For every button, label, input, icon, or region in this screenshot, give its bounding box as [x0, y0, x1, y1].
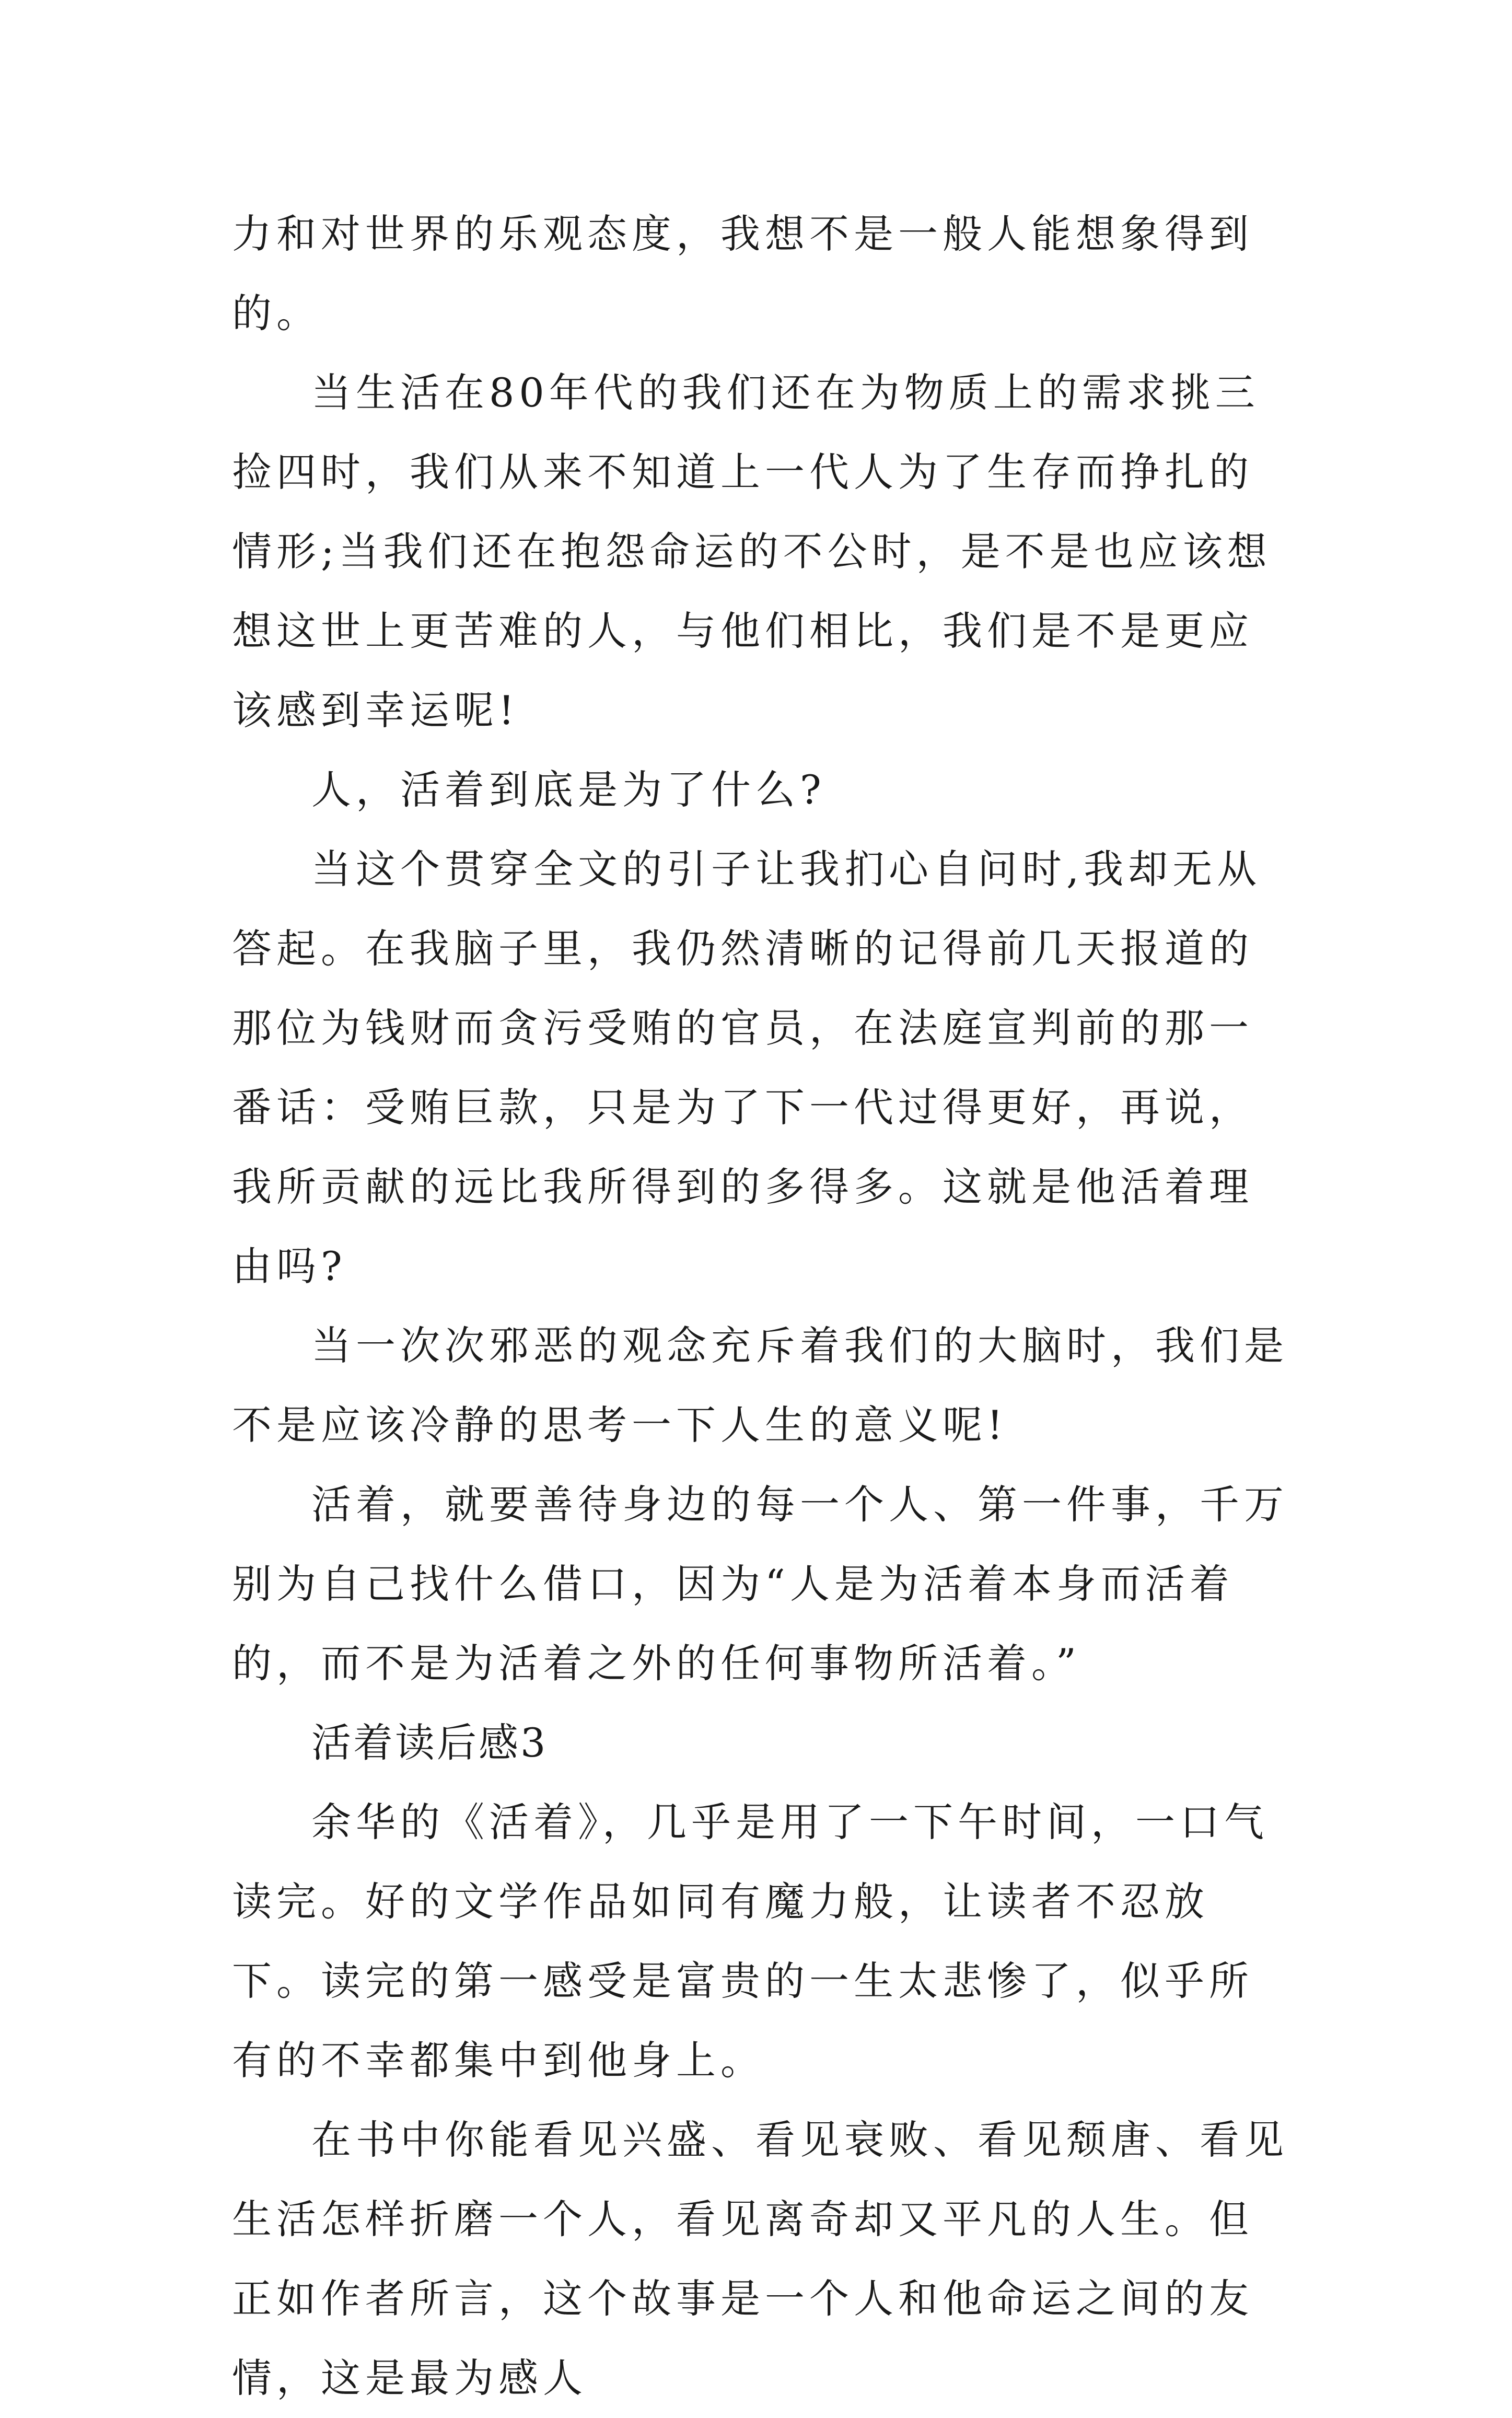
- paragraph-5: 当一次次邪恶的观念充斥着我们的大脑时，我们是不是应该冷静的思考一下人生的意义呢!: [232, 1322, 1288, 1448]
- paragraph-8: 在书中你能看见兴盛、看见衰败、看见颓唐、看见生活怎样折磨一个人，看见离奇却又平凡的人生。但正如作者所言，这个故事是一个人和他命运之间的友情，这是最为感人: [232, 2117, 1288, 2401]
- paragraph-4: 当这个贯穿全文的引子让我扪心自问时,我却无从答起。在我脑子里，我仍然清晰的记得前几天报道的那位为钱财而贪污受贿的官员，在法庭宣判前的那一番话：受贿巨款，只是为了下一代过得更好，再说，我所贡献的远比我所得到的多得多。这就是他活着理由吗?: [232, 846, 1262, 1289]
- section-heading: 活着读后感3: [311, 1719, 548, 1766]
- paragraph-6: 活着，就要善待身边的每一个人、第一件事，千万别为自己找什么借口，因为“人是为活着本身而活着的，而不是为活着之外的任何事物所活着。”: [232, 1481, 1288, 1687]
- paragraph-2: 当生活在80年代的我们还在为物质上的需求挑三捡四时，我们从来不知道上一代人为了生存而挣扎的情形;当我们还在抱怨命运的不公时，是不是也应该想想这世上更苦难的人，与他们相比，我们是不是更应该感到幸运呢!: [232, 369, 1272, 734]
- paragraph-7: 余华的《活着》，几乎是用了一下午时间，一口气读完。好的文学作品如同有魔力般，让读者不忍放下。读完的第一感受是富贵的一生太悲惨了，似乎所有的不幸都集中到他身上。: [232, 1799, 1269, 2084]
- document-body: [232, 194, 1293, 2418]
- paragraph-3: 人，活着到底是为了什么?: [311, 766, 826, 813]
- paragraph-1: 力和对世界的乐观态度，我想不是一般人能想象得到的。: [232, 211, 1253, 336]
